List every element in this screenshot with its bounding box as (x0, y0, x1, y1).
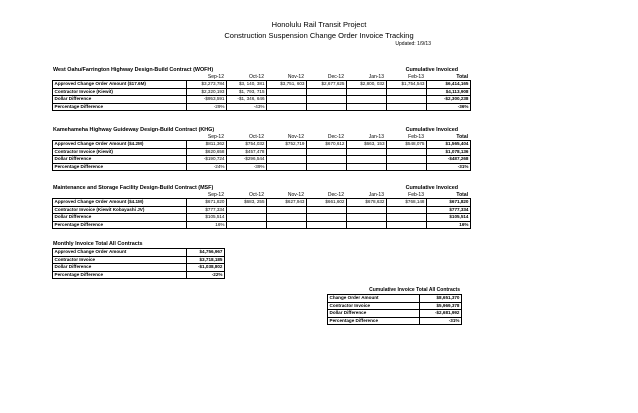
month-value: $105,514 (187, 214, 227, 222)
cumulative-invoiced-header: Cumulative Invoiced (405, 127, 458, 133)
month-value (227, 221, 267, 229)
table-row (53, 199, 471, 207)
total-value: $105,514 (427, 214, 471, 222)
row-label: Percentage Difference (53, 271, 187, 279)
row-value: -22% (187, 271, 225, 279)
row-label: Contractor Invoice (Kiewit) (53, 88, 187, 96)
month-value: $2,320,193 (187, 88, 227, 96)
month-header: Jan-13 (368, 74, 384, 80)
table-row (53, 103, 471, 111)
month-header: Feb-13 (408, 192, 424, 198)
section-table (52, 80, 471, 111)
month-value: $663, 153 (347, 141, 387, 149)
table-row (53, 148, 471, 156)
month-value (267, 103, 307, 111)
monthly-total-table (52, 248, 225, 279)
updated-date: Updated: 1/9/13 (395, 41, 431, 47)
month-value: -29% (187, 103, 227, 111)
month-header: Jan-13 (368, 134, 384, 140)
row-label: Approved Change Order Amount ($17.6M) (53, 81, 187, 89)
month-value: -$190,724 (187, 156, 227, 164)
total-header: Total (456, 192, 468, 198)
table-row (328, 310, 462, 318)
section-title: Maintenance and Storage Facility Design-Build Contract (MSF) (53, 185, 214, 191)
month-value: $548,075 (387, 141, 427, 149)
row-value: $3,718,185 (187, 256, 225, 264)
month-value (227, 214, 267, 222)
row-label: Dollar Difference (53, 264, 187, 272)
row-label: Approved Change Order Amount (53, 249, 187, 257)
month-header: Sep-12 (207, 134, 224, 140)
row-label: Percentage Difference (53, 221, 187, 229)
month-value (347, 96, 387, 104)
month-value: -39% (227, 163, 267, 171)
month-value (387, 148, 427, 156)
report-title: Honolulu Rail Transit Project (271, 20, 367, 29)
report-subtitle: Construction Suspension Change Order Invoice Tracking (224, 31, 414, 40)
month-value: $457,478 (227, 148, 267, 156)
total-value: -31% (427, 163, 471, 171)
section-table (52, 198, 471, 229)
month-header: Sep-12 (207, 192, 224, 198)
table-row (53, 156, 471, 164)
month-value (387, 206, 427, 214)
month-value: $661,602 (307, 199, 347, 207)
table-row (53, 264, 225, 272)
month-value: -43% (227, 103, 267, 111)
month-value (267, 221, 307, 229)
month-value: $3, 140, 381 (227, 81, 267, 89)
month-value: -$1, 346, 646 (227, 96, 267, 104)
month-value: $627,943 (267, 199, 307, 207)
month-value: $620,658 (187, 148, 227, 156)
month-value (347, 214, 387, 222)
total-value: $4,113,908 (427, 88, 471, 96)
month-value (387, 221, 427, 229)
month-value (307, 206, 347, 214)
month-header: Feb-13 (408, 134, 424, 140)
section-title: West Oahu/Farrington Highway Design-Build Contract (WOFH) (53, 67, 214, 73)
month-value: $811,362 (187, 141, 227, 149)
month-value (387, 156, 427, 164)
row-value: -$2,681,992 (420, 310, 462, 318)
total-value: $777,334 (427, 206, 471, 214)
month-value: $752,719 (267, 141, 307, 149)
table-row (53, 249, 225, 257)
row-value: -31% (420, 317, 462, 325)
month-value: $768,148 (387, 199, 427, 207)
month-value (387, 214, 427, 222)
month-header: Nov-12 (287, 192, 304, 198)
table-row (53, 221, 471, 229)
month-header: Jan-13 (368, 192, 384, 198)
total-value: -$487,268 (427, 156, 471, 164)
row-label: Contractor Invoice (Kiewit Kobayashi JV) (53, 206, 187, 214)
month-value: $670,612 (307, 141, 347, 149)
month-value (307, 96, 347, 104)
cumulative-invoiced-header: Cumulative Invoiced (405, 67, 458, 73)
table-row (53, 256, 225, 264)
month-value (267, 96, 307, 104)
table-row (53, 214, 471, 222)
month-header: Oct-12 (248, 192, 264, 198)
month-value: -$953,591 (187, 96, 227, 104)
row-label: Contractor Invoice (328, 302, 420, 310)
total-value: -36% (427, 103, 471, 111)
row-label: Dollar Difference (328, 310, 420, 318)
table-row (53, 163, 471, 171)
month-value (267, 88, 307, 96)
month-header: Oct-12 (248, 74, 264, 80)
table-row (53, 96, 471, 104)
total-value: $1,078,136 (427, 148, 471, 156)
month-value (347, 163, 387, 171)
row-label: Contractor Invoice (Kiewit) (53, 148, 187, 156)
total-value: $1,565,404 (427, 141, 471, 149)
month-value: $2,800, 032 (347, 81, 387, 89)
month-value (387, 96, 427, 104)
month-value (307, 221, 347, 229)
section-title: Kamehameha Highway Guideway Design-Build Contract (KHG) (53, 127, 215, 133)
month-value: $777,334 (187, 206, 227, 214)
month-value: $1, 793, 715 (227, 88, 267, 96)
table-row (328, 302, 462, 310)
row-label: Percentage Difference (53, 163, 187, 171)
row-value: -$1,038,802 (187, 264, 225, 272)
month-header: Nov-12 (287, 74, 304, 80)
month-value: $3,273,784 (187, 81, 227, 89)
month-header: Dec-12 (327, 74, 344, 80)
month-value (347, 148, 387, 156)
month-value (267, 163, 307, 171)
month-value (387, 88, 427, 96)
month-header: Dec-12 (327, 192, 344, 198)
row-label: Percentage Difference (328, 317, 420, 325)
row-label: Dollar Difference (53, 96, 187, 104)
month-value: 16% (187, 221, 227, 229)
cumulative-all-table (327, 294, 462, 325)
month-value (307, 214, 347, 222)
month-value (267, 214, 307, 222)
row-label: Dollar Difference (53, 156, 187, 164)
month-value (347, 103, 387, 111)
month-header: Nov-12 (287, 134, 304, 140)
month-value: $1,754,543 (387, 81, 427, 89)
month-value (387, 103, 427, 111)
month-header: Oct-12 (248, 134, 264, 140)
table-row (53, 81, 471, 89)
table-row (328, 317, 462, 325)
total-value: -$2,300,238 (427, 96, 471, 104)
cumulative-all-title: Cumulative Invoice Total All Contracts (369, 287, 460, 293)
month-value: $3,751, 603 (267, 81, 307, 89)
month-value (387, 163, 427, 171)
month-value (347, 156, 387, 164)
total-header: Total (456, 74, 468, 80)
month-value: $754,032 (227, 141, 267, 149)
month-value (267, 206, 307, 214)
section-table (52, 140, 471, 171)
month-value (267, 156, 307, 164)
month-value (267, 148, 307, 156)
month-value: $678,632 (347, 199, 387, 207)
total-value: $6,414,165 (427, 81, 471, 89)
month-value (307, 148, 347, 156)
month-value (307, 163, 347, 171)
month-header: Sep-12 (207, 74, 224, 80)
row-value: $4,756,967 (187, 249, 225, 257)
table-row (328, 295, 462, 303)
month-value (347, 88, 387, 96)
month-value (307, 103, 347, 111)
month-value (307, 156, 347, 164)
row-label: Approved Change Order Amount ($4.2M) (53, 141, 187, 149)
month-value: -$296,544 (227, 156, 267, 164)
month-value: -24% (187, 163, 227, 171)
table-row (53, 271, 225, 279)
total-value: 16% (427, 221, 471, 229)
month-value: $671,820 (187, 199, 227, 207)
month-header: Feb-13 (408, 74, 424, 80)
row-label: Change Order Amount (328, 295, 420, 303)
month-value: $683, 255 (227, 199, 267, 207)
month-value (347, 206, 387, 214)
month-value (347, 221, 387, 229)
total-header: Total (456, 134, 468, 140)
month-value (307, 88, 347, 96)
total-value: $671,820 (427, 199, 471, 207)
cumulative-invoiced-header: Cumulative Invoiced (405, 185, 458, 191)
month-value (227, 206, 267, 214)
row-value: $5,969,378 (420, 302, 462, 310)
monthly-total-title: Monthly Invoice Total All Contracts (53, 241, 143, 247)
row-label: Contractor Invoice (53, 256, 187, 264)
month-value: $2,677,625 (307, 81, 347, 89)
table-row (53, 88, 471, 96)
month-header: Dec-12 (327, 134, 344, 140)
table-row (53, 206, 471, 214)
row-label: Approved Change Order Amount ($4.1M) (53, 199, 187, 207)
row-value: $8,651,370 (420, 295, 462, 303)
table-row (53, 141, 471, 149)
row-label: Percentage Difference (53, 103, 187, 111)
row-label: Dollar Difference (53, 214, 187, 222)
